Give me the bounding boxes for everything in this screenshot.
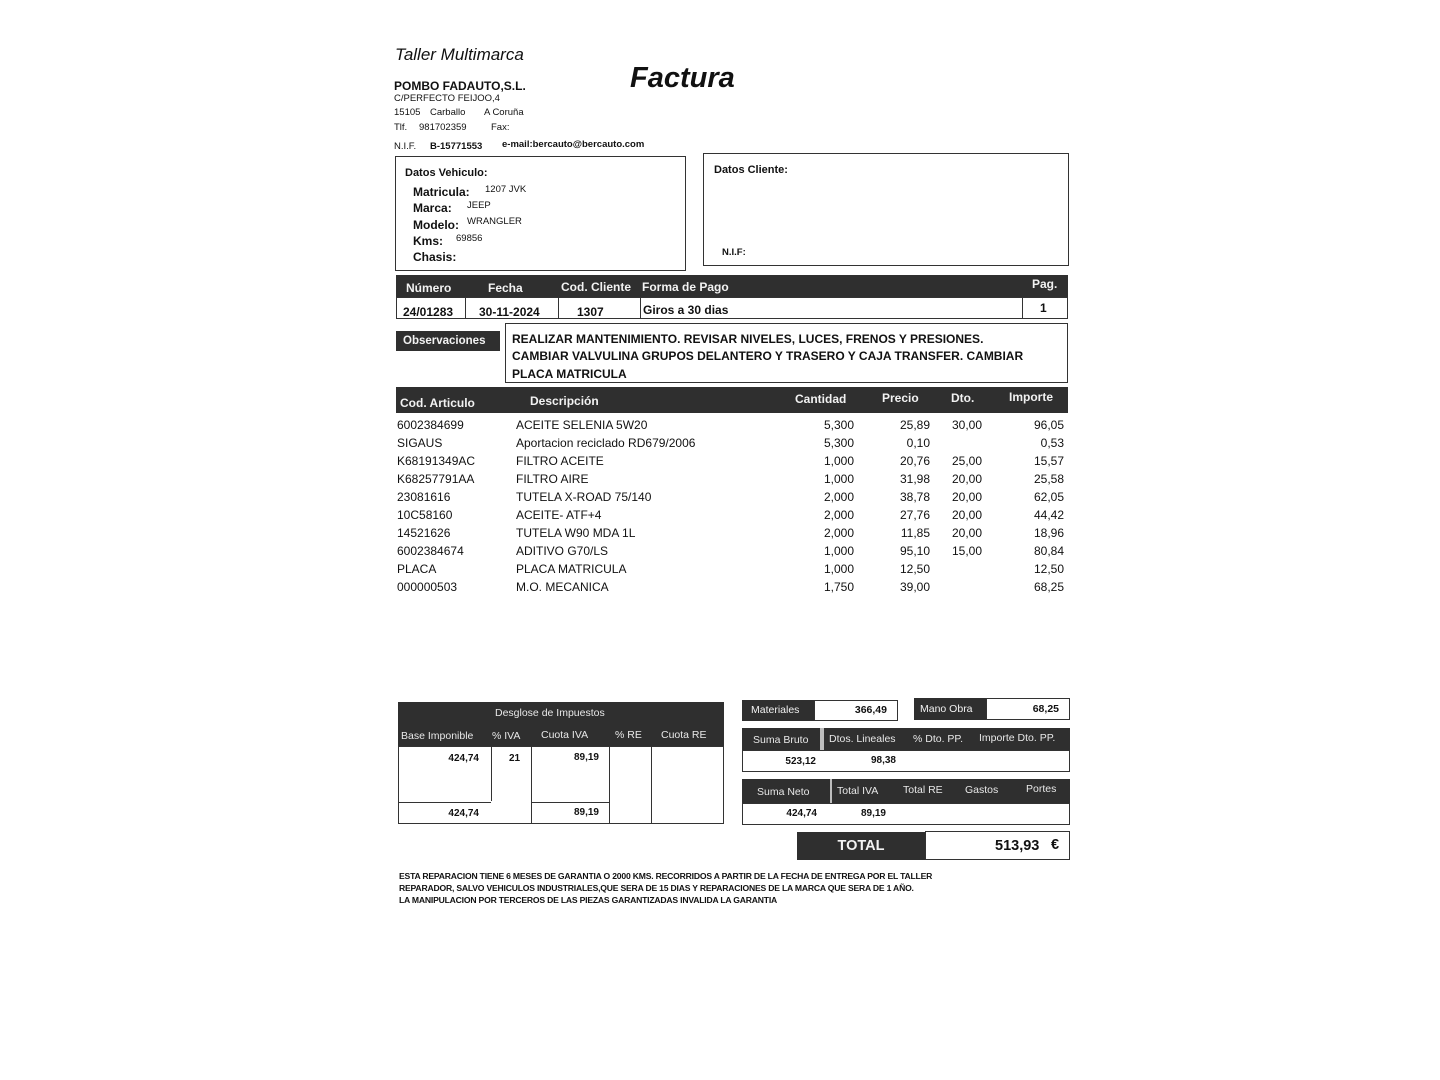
item-price: 27,76: [899, 508, 930, 522]
item-price: 20,76: [899, 454, 930, 468]
item-amount: 80,84: [1033, 544, 1064, 558]
item-price: 38,78: [899, 490, 930, 504]
total-label: TOTAL: [797, 832, 925, 860]
client-code: 1307: [577, 305, 604, 319]
total-box: [925, 831, 1070, 860]
vehicle-section-label: Datos Vehiculo:: [405, 167, 488, 179]
forma-pago-label: Forma de Pago: [642, 280, 729, 294]
tax-total-cuota-iva: 89,19: [573, 807, 599, 818]
matricula-value: 1207 JVK: [485, 184, 527, 195]
portes-label: Portes: [1026, 783, 1057, 795]
item-code: 6002384674: [397, 544, 464, 558]
phone-label: Tlf.: [394, 122, 408, 133]
observaciones-label: Observaciones: [396, 331, 500, 351]
suma-neto-value: 424,74: [786, 808, 817, 819]
item-description: ACEITE- ATF+4: [516, 508, 602, 522]
invoice-number: 24/01283: [403, 305, 454, 319]
item-code: 6002384699: [397, 418, 464, 432]
item-code: 000000503: [397, 580, 458, 594]
item-code: K68257791AA: [397, 472, 475, 486]
client-nif-label: N.I.F:: [722, 247, 746, 258]
importe-dto-pp-label: Importe Dto. PP.: [979, 732, 1056, 744]
tax-cuota-re-label: Cuota RE: [661, 729, 707, 741]
mano-obra-value: 68,25: [986, 698, 1070, 720]
item-discount: 20,00: [951, 490, 982, 504]
chasis-label: Chasis:: [413, 250, 457, 264]
observaciones-line-2: CAMBIAR VALVULINA GRUPOS DELANTERO Y TRASERO Y CAJA TRANSFER. CAMBIAR: [512, 349, 1024, 363]
item-amount: 0,53: [1040, 436, 1064, 450]
modelo-value: WRANGLER: [467, 216, 522, 227]
cod-cliente-label: Cod. Cliente: [561, 280, 632, 294]
item-price: 0,10: [906, 436, 930, 450]
total-iva-label: Total IVA: [837, 785, 879, 797]
item-amount: 96,05: [1033, 418, 1064, 432]
modelo-label: Modelo:: [413, 218, 459, 232]
numero-label: Número: [406, 281, 452, 295]
item-price: 39,00: [899, 580, 930, 594]
items-header: [396, 387, 1068, 413]
suma-bruto-value: 523,12: [785, 756, 816, 767]
suma-bruto-header: [742, 728, 1070, 750]
company-postal-code: 15105: [394, 107, 421, 118]
items-header-importe: Importe: [1009, 390, 1054, 404]
table-row: [396, 526, 1068, 544]
item-amount: 25,58: [1033, 472, 1064, 486]
suma-bruto-values: [742, 750, 1070, 772]
company-email: e-mail:bercauto@bercauto.com: [502, 139, 645, 150]
table-row: [396, 544, 1068, 562]
item-quantity: 5,300: [823, 418, 854, 432]
tax-re-pct-label: % RE: [615, 729, 642, 741]
table-row: [396, 490, 1068, 508]
nif-label: N.I.F.: [394, 141, 417, 152]
item-amount: 62,05: [1033, 490, 1064, 504]
observaciones-line-1: REALIZAR MANTENIMIENTO. REVISAR NIVELES, LUCES, FRENOS Y PRESIONES.: [512, 332, 984, 346]
document-title: Factura: [630, 62, 735, 94]
item-price: 95,10: [899, 544, 930, 558]
table-row: [396, 580, 1068, 598]
suma-bruto-label: Suma Bruto: [753, 734, 809, 746]
item-description: FILTRO AIRE: [516, 472, 589, 486]
item-code: 14521626: [397, 526, 451, 540]
materiales-value: 366,49: [814, 700, 898, 721]
fecha-label: Fecha: [488, 281, 523, 295]
item-quantity: 1,000: [823, 454, 854, 468]
dtos-lineales-label: Dtos. Lineales: [829, 733, 896, 745]
tax-iva-pct-value: 21: [509, 753, 521, 764]
item-amount: 18,96: [1033, 526, 1064, 540]
tax-title: Desglose de Impuestos: [495, 707, 605, 719]
suma-neto-header: [742, 779, 1070, 803]
item-description: ADITIVO G70/LS: [516, 544, 609, 558]
total-re-label: Total RE: [903, 784, 943, 796]
item-amount: 44,42: [1033, 508, 1064, 522]
marca-label: Marca:: [413, 201, 452, 215]
tax-breakdown-header: [398, 702, 724, 746]
item-discount: 20,00: [951, 472, 982, 486]
total-value: 513,93: [995, 838, 1040, 854]
table-row: [396, 472, 1068, 490]
item-price: 11,85: [900, 526, 930, 540]
item-quantity: 2,000: [823, 526, 854, 540]
item-amount: 15,57: [1033, 454, 1064, 468]
item-amount: 68,25: [1033, 580, 1064, 594]
dtos-lineales-value: 98,38: [870, 755, 896, 766]
tax-iva-pct-label: % IVA: [492, 730, 521, 742]
item-quantity: 2,000: [823, 490, 854, 504]
company-address: C/PERFECTO FEIJOO,4: [394, 93, 500, 104]
table-row: [396, 436, 1068, 454]
item-discount: 30,00: [951, 418, 982, 432]
item-description: ACEITE SELENIA 5W20: [516, 418, 648, 432]
tax-base-value: 424,74: [448, 753, 479, 764]
warranty-line-2: REPARADOR, SALVO VEHICULOS INDUSTRIALES,QUE SERA DE 15 DIAS Y REPARACIONES DE LA MARCA QUE SERA DE 1 AÑO.: [399, 883, 914, 893]
items-header-precio: Precio: [882, 391, 919, 405]
item-amount: 12,50: [1033, 562, 1064, 576]
item-code: 10C58160: [397, 508, 453, 522]
page-number: 1: [1040, 301, 1047, 315]
item-description: M.O. MECANICA: [516, 580, 609, 594]
tax-cuota-iva-label: Cuota IVA: [541, 729, 589, 741]
tax-base-label: Base Imponible: [401, 730, 474, 742]
item-code: SIGAUS: [397, 436, 443, 450]
payment-method: Giros a 30 dias: [643, 303, 729, 317]
item-discount: 25,00: [951, 454, 982, 468]
item-quantity: 1,750: [823, 580, 854, 594]
items-header-dto: Dto.: [951, 391, 975, 405]
suma-neto-values: [742, 803, 1070, 825]
item-code: 23081616: [397, 490, 451, 504]
table-row: [396, 508, 1068, 526]
fax-label: Fax:: [491, 122, 510, 133]
total-iva-value: 89,19: [860, 808, 886, 819]
table-row: [396, 418, 1068, 436]
item-description: PLACA MATRICULA: [516, 562, 627, 576]
client-data-box: [703, 153, 1069, 266]
vehicle-data-box: [395, 156, 686, 271]
pag-label: Pag.: [1032, 277, 1058, 291]
company-name: POMBO FADAUTO,S.L.: [394, 79, 526, 93]
item-code: K68191349AC: [397, 454, 476, 468]
items-header-desc: Descripción: [530, 394, 599, 408]
kms-label: Kms:: [413, 234, 444, 248]
item-price: 25,89: [899, 418, 930, 432]
tagline: Taller Multimarca: [395, 45, 524, 64]
table-row: [396, 562, 1068, 580]
item-discount: 20,00: [951, 508, 982, 522]
currency-symbol: €: [1051, 837, 1060, 853]
tax-total-base: 424,74: [448, 808, 479, 819]
item-quantity: 1,000: [823, 472, 854, 486]
item-description: FILTRO ACEITE: [516, 454, 604, 468]
item-price: 12,50: [899, 562, 930, 576]
matricula-label: Matricula:: [413, 185, 470, 199]
company-city: Carballo: [430, 107, 466, 118]
client-section-label: Datos Cliente:: [714, 164, 788, 176]
items-header-cantidad: Cantidad: [795, 392, 847, 406]
item-discount: 20,00: [951, 526, 982, 540]
item-quantity: 1,000: [823, 562, 854, 576]
item-code: PLACA: [397, 562, 437, 576]
item-quantity: 2,000: [823, 508, 854, 522]
tax-breakdown-body: [398, 746, 724, 824]
invoice-info-values: [396, 297, 1068, 319]
gastos-label: Gastos: [965, 784, 999, 796]
invoice-info-header: [396, 275, 1068, 297]
observaciones-box: [505, 323, 1068, 383]
warranty-line-1: ESTA REPARACION TIENE 6 MESES DE GARANTIA O 2000 KMS. RECORRIDOS A PARTIR DE LA FECHA DE ENTREGA POR EL TALLER: [399, 871, 933, 881]
observaciones-line-3: PLACA MATRICULA: [512, 367, 627, 381]
pct-dto-pp-label: % Dto. PP.: [913, 733, 963, 745]
item-quantity: 1,000: [823, 544, 854, 558]
company-province: A Coruña: [484, 107, 524, 118]
item-description: Aportacion reciclado RD679/2006: [516, 436, 696, 450]
item-description: TUTELA X-ROAD 75/140: [516, 490, 652, 504]
invoice-date: 30-11-2024: [479, 305, 540, 319]
table-row: [396, 454, 1068, 472]
items-header-cod: Cod. Articulo: [400, 396, 475, 410]
item-description: TUTELA W90 MDA 1L: [516, 526, 636, 540]
kms-value: 69856: [456, 233, 483, 244]
tax-cuota-iva-value: 89,19: [573, 752, 599, 763]
mano-obra-label: Mano Obra: [914, 698, 986, 720]
materiales-label: Materiales: [742, 700, 814, 721]
item-quantity: 5,300: [823, 436, 854, 450]
warranty-line-3: LA MANIPULACION POR TERCEROS DE LAS PIEZAS GARANTIZADAS INVALIDA LA GARANTIA: [399, 895, 778, 905]
item-price: 31,98: [899, 472, 930, 486]
phone-number: 981702359: [419, 122, 467, 133]
item-discount: 15,00: [951, 544, 982, 558]
suma-neto-label: Suma Neto: [757, 786, 810, 798]
marca-value: JEEP: [467, 200, 491, 211]
company-nif: B-15771553: [430, 141, 483, 152]
